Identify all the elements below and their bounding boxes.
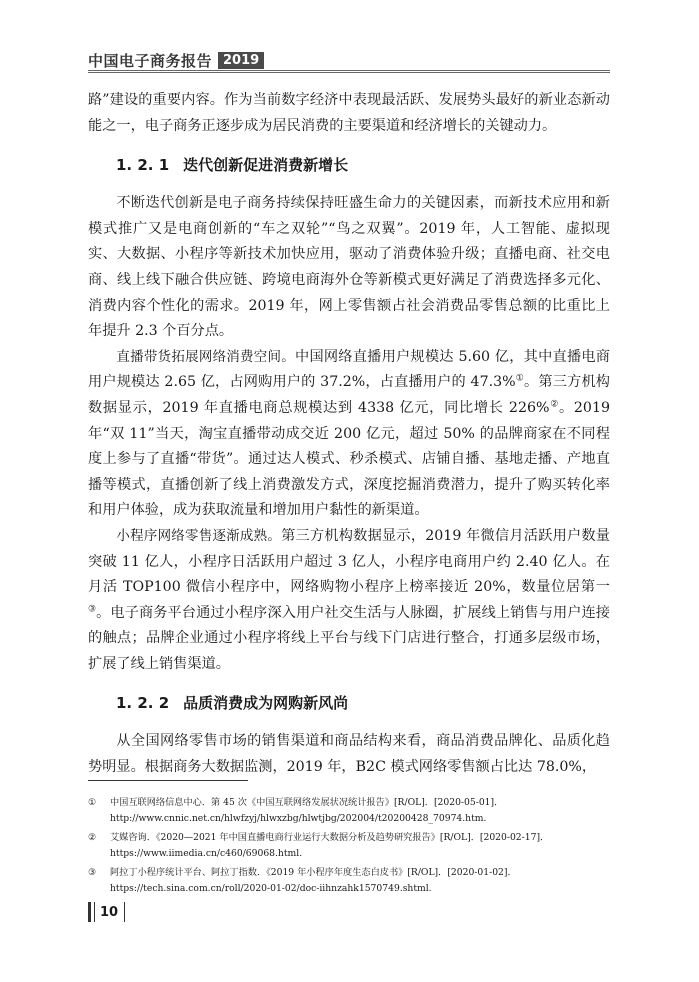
header-divider: [88, 70, 610, 73]
footer-bar-decoration: [88, 902, 91, 922]
footnote-item: [88, 830, 610, 862]
page-footer: [88, 902, 125, 922]
paragraph-innovation: 不断迭代创新是电子商务持续保持旺盛生命力的关键因素，而新技术应用和新模式推广又是电商创新的“车之双轮”“鸟之双翼”。2019 年，人工智能、虚拟现实、大数据、小程序等新技术加快应用，驱动了消费体验升级；直播电商、社交电商、线上线下融合供应链、跨境电商海外仓等新模式更好满足了消费选择多元化、消费内容个性化的需求。2019 年，网上零售额占社会消费品零售总额的比重比上年提升 2.3 个百分点。: [88, 195, 610, 340]
section-heading-1-2-2: [88, 691, 610, 715]
paragraph-text: 第三方机构数据显示，2019 年微信月活跃用户数量突破 11 亿人，小程序日活跃用户超过 3 亿人，小程序电商用户约 2.40 亿人。在月活 TOP100 微信小程序中，网络购物小程序上榜率接近 20%，数量位居第一: [88, 527, 610, 596]
footnote-ref-2[interactable]: ②: [549, 399, 559, 410]
footnote-ref-3[interactable]: ③: [88, 603, 97, 614]
report-year-badge: 2019: [218, 52, 264, 69]
paragraph-text: 。2019 年“双 11”当天，淘宝直播带动成交近 200 亿元，超过 50% 的品牌商家在不同程度上参与了直播“带货”。通过达人模式、秒杀模式、店铺自播、基地走播、产地直播等模式，直播创新了线上消费激发方式，深度挖掘消费潜力，提升了购买转化率和用户体验，成为获取流量和增加用户黏性的新渠道。: [88, 399, 610, 519]
page-header: [88, 50, 610, 70]
report-title: 中国电子商务报告: [88, 51, 213, 70]
footnote-divider: [88, 780, 248, 781]
paragraph-quality-consumption: 从全国网络零售市场的销售渠道和商品结构来看，商品消费品牌化、品质化趋势明显。根据商务大数据监测，2019 年，B2C 模式网络零售额占比达 78.0%，: [88, 733, 610, 776]
paragraph-lead: 小程序网络零售逐渐成熟。: [116, 527, 282, 544]
footnote-item: [88, 865, 610, 897]
footnote-item: [88, 795, 610, 827]
paragraph-text: 。电子商务平台通过小程序深入用户社交生活与人脉圈，扩展线上销售与用户连接的触点；品牌企业通过小程序将线上平台与线下门店进行整合，打通多层级市场，扩展了线上销售渠道。: [88, 604, 610, 672]
footer-bar-decoration: [124, 902, 125, 922]
section-title: 迭代创新促进消费新增长: [183, 156, 349, 175]
footnote-link[interactable]: http://www.cnnic.net.cn/hlwfzyj/hlwxzbg/hlwtjbg/202004/t20200428_70974.htm.: [110, 813, 487, 824]
paragraph-text: 中国网络直播用户规模达 5.60 亿，其中直播电商用户规模达 2.65 亿，占网购用户的 37.2%，占直播用户的 47.3%: [88, 348, 610, 391]
footnote-ref-1[interactable]: ①: [515, 373, 525, 384]
footnote-text: 中国互联网络信息中心．第 45 次《中国互联网络发展状况统计报告》[R/OL]．[2020-05-01]．: [110, 797, 504, 808]
paragraph-intro-continued: 路”建设的重要内容。作为当前数字经济中表现最活跃、发展势头最好的新业态新动能之一，电子商务正逐步成为居民消费的主要渠道和经济增长的关键动力。: [88, 92, 610, 134]
footnote-mark: ①: [88, 797, 97, 808]
paragraph-mini-program: [88, 524, 610, 678]
section-number: 1. 2. 2: [116, 694, 170, 713]
paragraph-live-streaming: [88, 345, 610, 524]
footnote-link[interactable]: https://www.iimedia.cn/c460/69068.html.: [110, 848, 303, 859]
footnote-link[interactable]: https://tech.sina.com.cn/roll/2020-01-02/doc-iihnzahk1570749.shtml.: [110, 883, 432, 894]
footnote-mark: ②: [88, 832, 97, 843]
paragraph-lead: 直播带货拓展网络消费空间。: [116, 348, 296, 365]
footer-bar-decoration: [94, 902, 95, 922]
section-heading-1-2-1: [88, 153, 610, 177]
footnotes: [88, 795, 610, 900]
footnote-mark: ③: [88, 867, 97, 878]
paragraph-text: 。第三方机构数据显示，2019 年直播电商总规模达到 4338 亿元，同比增长 226%: [88, 374, 610, 416]
section-title: 品质消费成为网购新风尚: [183, 694, 349, 713]
footnote-text: 阿拉丁小程序统计平台、阿拉丁指数．《2019 年小程序年度生态白皮书》[R/OL]．[2020-01-02]．: [110, 867, 517, 878]
page-number: 10: [100, 904, 119, 920]
footnote-text: 艾媒咨询．《2020—2021 年中国直播电商行业运行大数据分析及趋势研究报告》[R/OL]．[2020-02-17]．: [110, 832, 550, 843]
section-number: 1. 2. 1: [116, 156, 170, 175]
main-content: [88, 88, 610, 781]
